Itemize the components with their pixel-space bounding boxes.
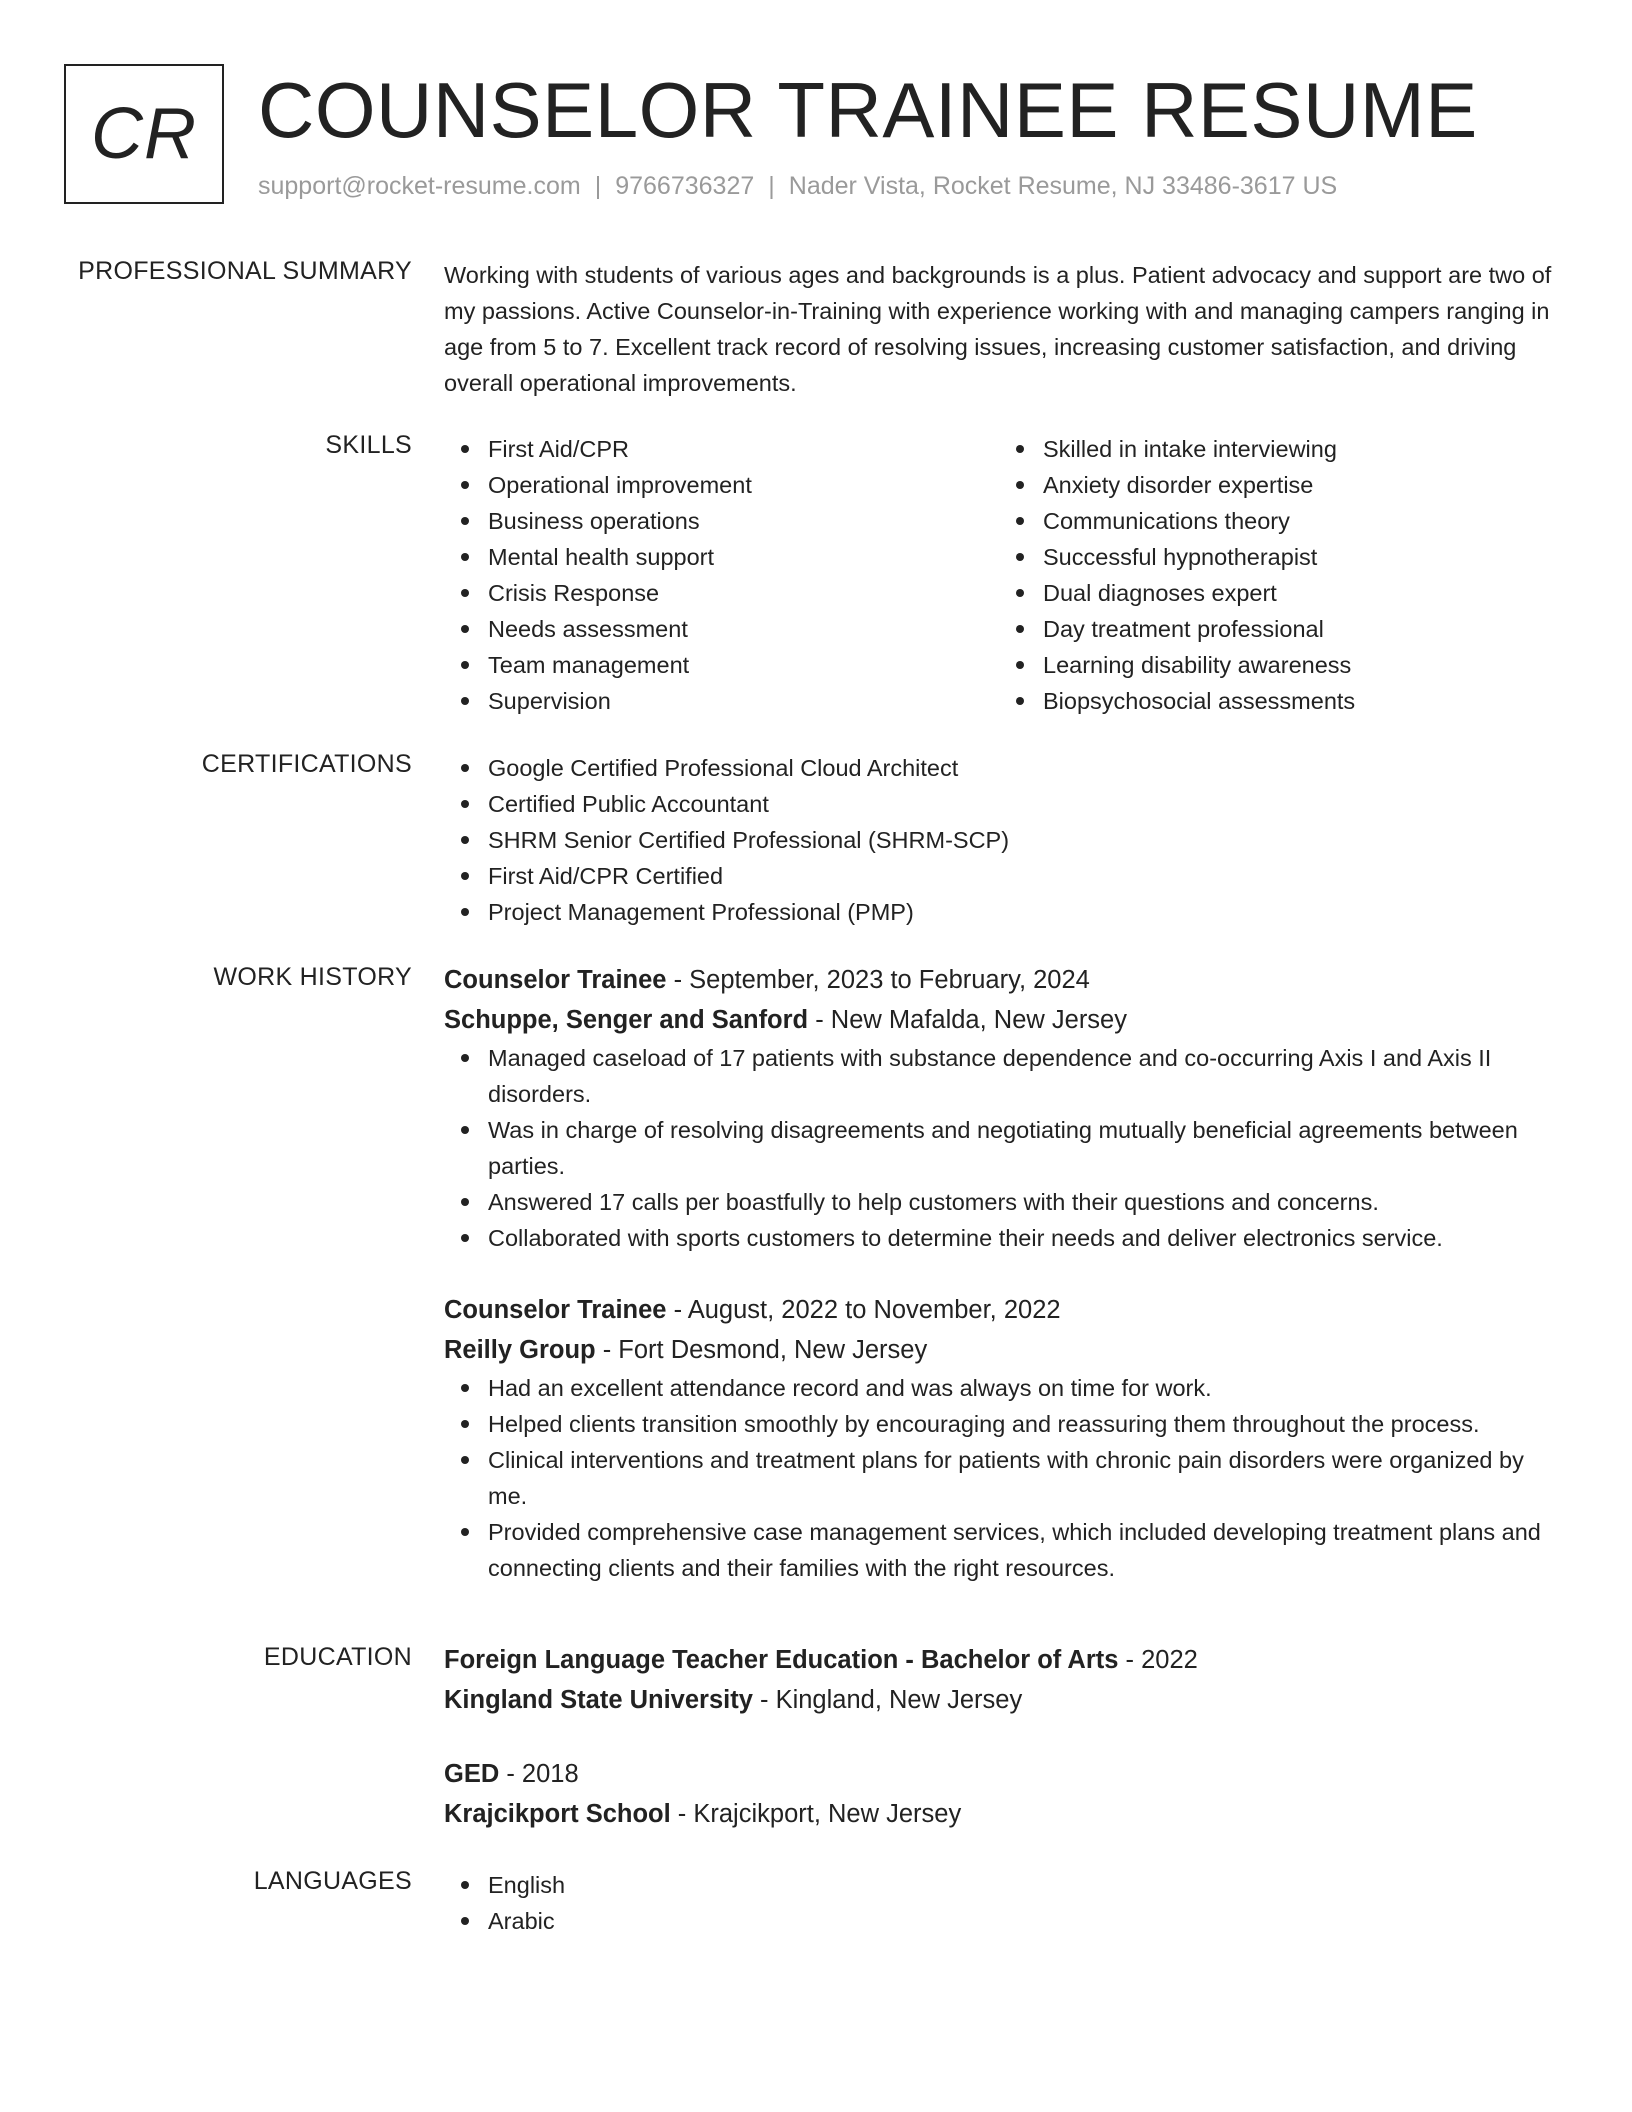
section-title-work: WORK HISTORY: [213, 963, 412, 991]
contact-separator: |: [594, 172, 602, 200]
job-role: Counselor Trainee: [444, 1296, 667, 1324]
job-company: Reilly Group: [444, 1336, 596, 1364]
education-location: - Krajcikport, New Jersey: [670, 1800, 962, 1828]
section-title-skills: SKILLS: [325, 431, 412, 459]
skills-list-right: [999, 431, 1554, 719]
education-year: - 2018: [499, 1760, 579, 1788]
resume-title: COUNSELOR TRAINEE RESUME: [258, 66, 1478, 154]
job-bullet: Managed caseload of 17 patients with substance dependence and co-occurring Axis I and Axis II disorders.: [488, 1040, 1554, 1112]
education-school-line: [444, 1680, 1554, 1720]
language-item: English: [488, 1867, 1554, 1903]
job-bullets: [444, 1370, 1554, 1586]
job-company: Schuppe, Senger and Sanford: [444, 1006, 809, 1034]
job-bullet: Had an excellent attendance record and was always on time for work.: [488, 1370, 1554, 1406]
contact-phone: 9766736327: [615, 172, 755, 200]
education-school-line: [444, 1794, 1554, 1834]
skill-item: Day treatment professional: [1043, 611, 1554, 647]
job-role-line: [444, 1290, 1554, 1330]
section-title-languages: LANGUAGES: [253, 1867, 412, 1895]
skill-item: Needs assessment: [488, 611, 999, 647]
job-location: - New Mafalda, New Jersey: [808, 1006, 1127, 1034]
certification-item: Google Certified Professional Cloud Architect: [488, 750, 1554, 786]
skill-item: Successful hypnotherapist: [1043, 539, 1554, 575]
education-degree-line: [444, 1754, 1554, 1794]
skill-item: First Aid/CPR: [488, 431, 999, 467]
certification-item: Certified Public Accountant: [488, 786, 1554, 822]
job-location: - Fort Desmond, New Jersey: [595, 1336, 928, 1364]
skill-item: Business operations: [488, 503, 999, 539]
skill-item: Biopsychosocial assessments: [1043, 683, 1554, 719]
skill-item: Team management: [488, 647, 999, 683]
contact-line: [258, 172, 1337, 201]
contact-separator: |: [768, 172, 775, 200]
contact-email: support@rocket-resume.com: [258, 172, 581, 200]
job-entry: [444, 960, 1554, 1256]
skills-list-left: [444, 431, 999, 719]
certification-item: SHRM Senior Certified Professional (SHRM-SCP): [488, 822, 1554, 858]
contact-address: Nader Vista, Rocket Resume, NJ 33486-3617 US: [788, 172, 1338, 200]
job-bullet: Collaborated with sports customers to determine their needs and deliver electronics service.: [488, 1220, 1554, 1256]
section-title-summary: PROFESSIONAL SUMMARY: [78, 257, 412, 285]
skill-item: Operational improvement: [488, 467, 999, 503]
certification-item: First Aid/CPR Certified: [488, 858, 1554, 894]
resume-header: [64, 64, 1564, 214]
job-bullet: Provided comprehensive case management services, which included developing treatment plans and connecting clients and their families with the right resources.: [488, 1514, 1554, 1586]
job-company-line: [444, 1000, 1554, 1040]
certifications-body: [444, 750, 1554, 930]
languages-list: [444, 1867, 1554, 1939]
skill-item: Skilled in intake interviewing: [1043, 431, 1554, 467]
job-entry: [444, 1290, 1554, 1586]
job-dates: - September, 2023 to February, 2024: [666, 966, 1090, 994]
education-school: Krajcikport School: [444, 1800, 671, 1828]
job-bullets: [444, 1040, 1554, 1256]
skill-item: Communications theory: [1043, 503, 1554, 539]
education-entry: [444, 1754, 1554, 1834]
education-degree: Foreign Language Teacher Education - Bachelor of Arts: [444, 1646, 1119, 1674]
job-bullet: Clinical interventions and treatment plans for patients with chronic pain disorders were organized by me.: [488, 1442, 1554, 1514]
certification-item: Project Management Professional (PMP): [488, 894, 1554, 930]
skill-item: Learning disability awareness: [1043, 647, 1554, 683]
education-entry: [444, 1640, 1554, 1720]
skill-item: Anxiety disorder expertise: [1043, 467, 1554, 503]
education-year: - 2022: [1118, 1646, 1198, 1674]
skill-item: Supervision: [488, 683, 999, 719]
job-company-line: [444, 1330, 1554, 1370]
job-role-line: [444, 960, 1554, 1000]
education-location: - Kingland, New Jersey: [752, 1686, 1023, 1714]
skill-item: Crisis Response: [488, 575, 999, 611]
skills-body: [444, 431, 1554, 719]
work-body: [444, 960, 1554, 1620]
education-degree-line: [444, 1640, 1554, 1680]
job-bullet: Answered 17 calls per boastfully to help customers with their questions and concerns.: [488, 1184, 1554, 1220]
certifications-list: [444, 750, 1554, 930]
section-title-education: EDUCATION: [263, 1643, 412, 1671]
job-role: Counselor Trainee: [444, 966, 667, 994]
job-bullet: Was in charge of resolving disagreements and negotiating mutually beneficial agreements between parties.: [488, 1112, 1554, 1184]
section-title-certifications: CERTIFICATIONS: [201, 750, 412, 778]
job-bullet: Helped clients transition smoothly by encouraging and reassuring them throughout the process.: [488, 1406, 1554, 1442]
education-body: [444, 1640, 1554, 1868]
education-school: Kingland State University: [444, 1686, 753, 1714]
summary-body: [444, 257, 1554, 401]
summary-text: Working with students of various ages and backgrounds is a plus. Patient advocacy and support are two of my passions. Active Counselor-in-Training with experience working with and managing campers ranging in age from 5 to 7. Excellent track record of resolving issues, increasing customer satisfaction, and driving overall operational improvements.: [444, 262, 1552, 396]
skill-item: Dual diagnoses expert: [1043, 575, 1554, 611]
languages-body: [444, 1867, 1554, 1939]
language-item: Arabic: [488, 1903, 1554, 1939]
monogram-logo: CR: [64, 64, 224, 204]
education-degree: GED: [444, 1760, 500, 1788]
skill-item: Mental health support: [488, 539, 999, 575]
job-dates: - August, 2022 to November, 2022: [666, 1296, 1061, 1324]
